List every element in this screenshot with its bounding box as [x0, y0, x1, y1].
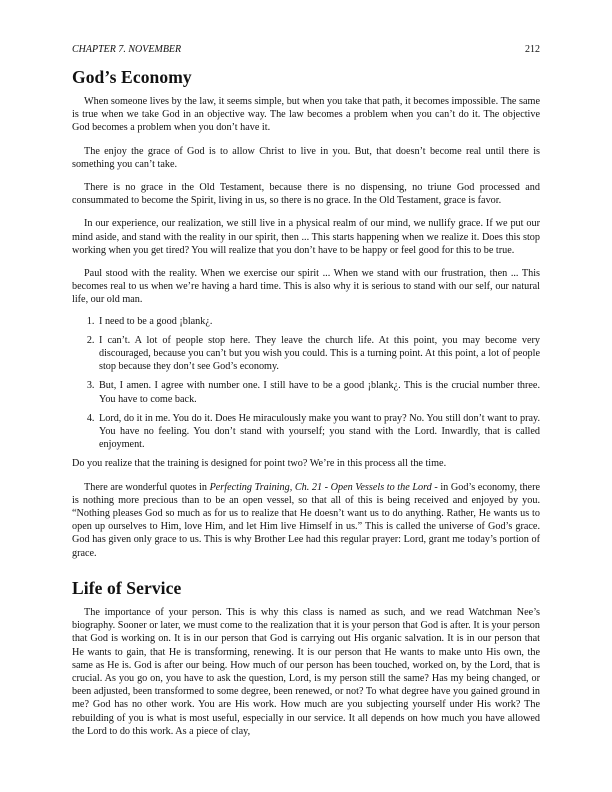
list-item: 2. I can’t. A lot of people stop here. They leave the church life. At this point, you may become very discouraged, because you can’t but you wish you could. This is a turning point. At this point, a lot of people stop because they don’t see God’s economy. [97, 334, 540, 374]
paragraph: In our experience, our realization, we still live in a physical realm of our mind, we nullify grace. If we put our mind aside, and stand with the reality in our spirit, then ... This starts happening when we realize it. Does this stop working when you get tired? You will realize that you don’t have to be happy or feel good for this to be true. [72, 218, 540, 256]
paragraph: The importance of your person. This is why this class is named as such, and we read Watchman Nee’s biography. Sooner or later, we must come to the realization that it is your person that God is after. It is your person that God is working on. It is in our person that God is carrying out His organic salvation. It is in our person that He wants to gain, that He is transforming, renewing. It is our person that He wants to make unto His own, the same as He is. God is after our being. How much of our person has been touched, worked on, by the Lord, that is crucial. As you go on, you have to ask the question, Lord, is my person still the same? Has my being changed, or been adjusted, been transformed to some degree, been renewed, or not? To what degree have you gained ground in me? God has no other work. You are His work. How much are you subjecting yourself under His work? The rebuilding of you is what is most useful, especially in our service. It all depends on how much you have allowed the Lord to do this work. As a piece of clay, [72, 606, 540, 737]
paragraph-with-citation [72, 481, 540, 560]
section-heading-gods-economy: God’s Economy [72, 67, 192, 87]
running-header [72, 43, 540, 57]
paragraph: Paul stood with the reality. When we exercise our spirit ... When we stand with our frustration, then ... This becomes real to us when we’re having a hard time. This is also why it is serious to stand with our self, our natural life, our old man. [72, 268, 540, 306]
paragraph: Do you realize that the training is designed for point two? We’re in this process all the time. [72, 458, 447, 470]
numbered-list [72, 315, 540, 452]
list-item: 3. But, I amen. I agree with number one. I still have to be a good ¡blank¿. This is the crucial number three. You have to come back. [97, 379, 540, 405]
list-item: 4. Lord, do it in me. You do it. Does He miraculously make you want to pray? No. You still don’t want to pray. You have no feeling. You don’t stand with yourself; you stand with the Lord. Inwardly, that is called enjoyment. [97, 412, 540, 452]
paragraph: The enjoy the grace of God is to allow Christ to live in you. But, that doesn’t become real until there is something you can’t take. [72, 145, 540, 170]
list-item: 1. I need to be a good ¡blank¿. [97, 315, 540, 328]
book-citation: Perfecting Training, Ch. 21 - Open Vessels to the Lord [209, 481, 432, 493]
document-page [72, 43, 540, 738]
paragraph: When someone lives by the law, it seems simple, but when you take that path, it becomes impossible. The same is true when we take God in an objective way. The law becomes a problem when you can’t do it. The objective God becomes a problem when you don’t have it. [72, 96, 540, 134]
paragraph-text: - in God’s economy, there is nothing more precious than to be an open vessel, so that all of this is being received and enjoyed by you. “Nothing pleases God so much as for us to realize that He doesn’t want us to do anything. Rather, He wants us to open up ourselves to Him, love Him, and let Him live Himself in us.” This is called the universe of God’s grace. God has given only grace to us. This is why Brother Lee had this regular prayer: Lord, grant me today’s portion of grace. [72, 481, 540, 559]
chapter-title: CHAPTER 7. NOVEMBER [72, 44, 182, 55]
paragraph: There is no grace in the Old Testament, because there is no dispensing, no triune God processed and consummated to become the Spirit, living in us, so there is no grace. In the Old Testament, grace is favor. [72, 182, 540, 207]
page-number: 212 [525, 44, 540, 55]
section-heading-life-of-service: Life of Service [72, 577, 182, 598]
paragraph-text: There are wonderful quotes in [84, 481, 210, 493]
